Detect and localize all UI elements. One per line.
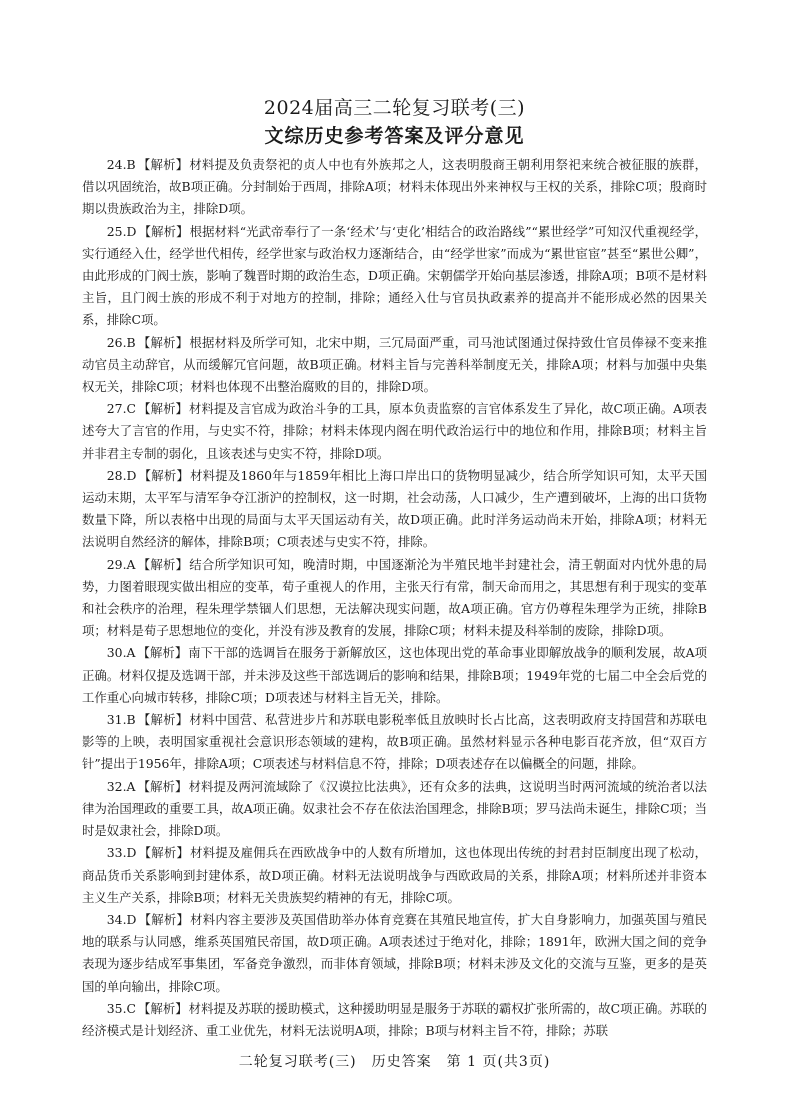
- answer-choice: B: [126, 712, 136, 728]
- answer-item: [82, 332, 707, 399]
- analysis-text: 结合所学知识可知，晚清时期，中国逐渐沦为半殖民地半封建社会，清王朝面对内忧外患的局势，力图着眼现实做出相应的变革，荀子重视人的作用，主张天行有常，制天命而用之，其思想有利于现实的变革和社会秩序的治理，程朱理学禁锢人们思想，无法解决现实问题，故A项正确。官方仍尊程朱理学为正统，排除B项；材料是荀子思想地位的变化，并没有涉及教育的发展，排除C项；材料未提及科举制的废除，排除D项。: [82, 556, 708, 639]
- answer-item: [82, 221, 707, 332]
- answer-item: [82, 554, 707, 643]
- analysis-text: 根据材料及所学可知，北宋中期，三冗局面严重，司马池试图通过保持致仕官员俸禄不变来推动官员主动辞官，从而缓解冗官问题，故B项正确。材料主旨与完善科举制度无关，排除A项；材料与加强中央集权无关，排除C项；材料也体现不出整治腐败的目的，排除D项。: [82, 334, 708, 395]
- answer-item: [82, 709, 707, 776]
- answer-item: [82, 154, 707, 221]
- answer-item: [82, 398, 707, 465]
- analysis-text: 根据材料“光武帝奉行了一条‘经术’与‘吏化’相结合的政治路线”“累世经学”可知汉代重视经学，实行通经入仕，经学世代相传，经学世家与政治权力逐渐结合，由“经学世家”而成为“累世宦宦”甚至“累世公卿”，由此形成的门阀士族，影响了魏晋时期的政治生态，D项正确。宋朝儒学开始向基层渗透，排除A项；B项不是材料主旨，且门阀士族的形成不利于对地方的控制，排除；通经入仕与官员执政素养的提高并不能形成必然的因果关系，排除C项。: [82, 223, 708, 328]
- analysis-tag: 【解析】: [137, 645, 188, 661]
- analysis-text: 材料提及苏联的援助模式，这种援助明显是服务于苏联的霸权扩张所需的，故C项正确。苏联的经济模式是计划经济、重工业优先，材料无法说明A项，排除；B项与材料主旨不符，排除；苏联: [82, 1000, 708, 1038]
- answer-choice: D: [126, 845, 137, 861]
- answer-number: 33.: [106, 845, 127, 861]
- answer-choice: A: [126, 778, 136, 794]
- analysis-tag: 【解析】: [138, 401, 189, 417]
- answer-number: 29.: [106, 556, 127, 572]
- analysis-tag: 【解析】: [137, 334, 189, 350]
- analysis-tag: 【解析】: [138, 845, 190, 861]
- analysis-tag: 【解析】: [138, 911, 190, 927]
- analysis-text: 材料内容主要涉及英国借助举办体育竞赛在其殖民地宣传，扩大自身影响力，加强英国与殖民地的联系与认同感，维系英国殖民帝国，故D项正确。A项表述过于绝对化，排除；1891年，欧洲大国之间的竞争表现为逐步结成军事集团，军备竞争激烈，而非体育领域，排除B项；材料未涉及文化的交流与互鉴，更多的是英国的单向输出，排除C项。: [82, 911, 708, 994]
- answer-number: 24.: [106, 157, 127, 172]
- document-subtitle: 文综历史参考答案及评分意见: [264, 125, 525, 147]
- answer-number: 26.: [106, 334, 127, 350]
- answer-choice: A: [126, 556, 136, 572]
- answer-list: [82, 154, 707, 1042]
- answer-number: 30.: [106, 645, 127, 661]
- analysis-tag: 【解析】: [138, 467, 190, 483]
- analysis-text: 材料提及1860年与1859年相比上海口岸出口的货物明显减少，结合所学知识可知，太平天国运动末期，太平军与清军争夺江浙沪的控制权，这一时期，社会动荡，人口减少，生产遭到破坏，上海的出口货物数量下降，所以表格中出现的局面与太平天国运动有关，故D项正确。此时洋务运动尚未开始，排除A项；材料无法说明自然经济的解体，排除B项；C项表述与史实不符，排除。: [82, 467, 707, 550]
- page-footer: 二轮复习联考(三) 历史答案 第 1 页(共3页): [238, 1054, 551, 1070]
- answer-number: 27.: [106, 401, 127, 417]
- answer-number: 25.: [106, 223, 127, 239]
- answer-item: [82, 842, 707, 909]
- analysis-tag: 【解析】: [138, 1000, 188, 1016]
- analysis-tag: 【解析】: [137, 556, 189, 572]
- analysis-tag: 【解析】: [137, 778, 188, 794]
- answer-number: 28.: [106, 467, 127, 483]
- answer-choice: B: [126, 334, 136, 350]
- analysis-tag: 【解析】: [137, 157, 189, 172]
- analysis-text: 材料提及两河流域除了《汉谟拉比法典》，还有众多的法典，这说明当时两河流域的统治者以法律为治国理政的重要工具，故A项正确。奴隶社会不存在依法治国理念，排除B项；罗马法尚未诞生，排除C项；当时是奴隶社会，排除D项。: [82, 778, 708, 839]
- answer-choice: D: [126, 911, 137, 927]
- answer-number: 32.: [106, 778, 127, 794]
- answer-number: 34.: [106, 911, 127, 927]
- answer-choice: A: [126, 645, 136, 661]
- answer-item: [82, 998, 707, 1042]
- answer-item: [82, 642, 707, 709]
- answer-choice: D: [126, 467, 137, 483]
- analysis-text: 材料提及雇佣兵在西欧战争中的人数有所增加，这也体现出传统的封君封臣制度出现了松动，商品货币关系影响到封建体系，故D项正确。材料无法说明战争与西欧政局的关系，排除A项；材料所述并非资本主义生产关系，排除B项；材料无关贵族契约精神的有无，排除C项。: [82, 845, 708, 905]
- analysis-tag: 【解析】: [137, 712, 189, 728]
- answer-number: 31.: [106, 712, 127, 728]
- answer-choice: C: [126, 1000, 136, 1016]
- analysis-text: 材料提及言官成为政治斗争的工具，原本负责监察的言官体系发生了异化，故C项正确。A项表述夸大了言官的作用，与史实不符，排除；材料未体现内阁在明代政治运行中的地位和作用，排除B项；材料主旨并非君主专制的弱化，且该表述与史实不符，排除D项。: [82, 401, 707, 461]
- answer-number: 35.: [106, 1000, 127, 1016]
- answer-choice: B: [126, 157, 136, 172]
- analysis-text: 材料提及负责祭祀的贞人中也有外族邦之人，这表明殷商王朝利用祭祀来统合被征服的族群，借以巩固统治，故B项正确。分封制始于西周，排除A项；材料未体现出外来神权与王权的关系，排除C项；殷商时期以贵族政治为主，排除D项。: [82, 157, 708, 217]
- answer-choice: D: [126, 223, 137, 239]
- analysis-text: 南下干部的选调旨在服务于新解放区，这也体现出党的革命事业即解放战争的顺利发展，故A项正确。材料仅提及选调干部，并未涉及这些干部选调后的影响和结果，排除B项；1949年党的七届二中全会后党的工作重心向城市转移，排除C项；D项表述与材料主旨无关，排除。: [82, 645, 707, 705]
- answer-item: [82, 909, 707, 998]
- document-title: 2024届高三二轮复习联考(三): [263, 97, 526, 119]
- answer-item: [82, 776, 707, 843]
- analysis-text: 材料中国营、私营进步片和苏联电影税率低且放映时长占比高，这表明政府支持国营和苏联电影等的上映，表明国家重视社会意识形态领域的建构，故B项正确。虽然材料显示各种电影百花齐放，但“双百方针”提出于1956年，排除A项；C项表述与材料信息不符，排除；D项表述存在以偏概全的问题，排除。: [82, 712, 708, 772]
- analysis-tag: 【解析】: [138, 223, 189, 239]
- answer-item: [82, 465, 707, 554]
- answer-choice: C: [126, 401, 136, 417]
